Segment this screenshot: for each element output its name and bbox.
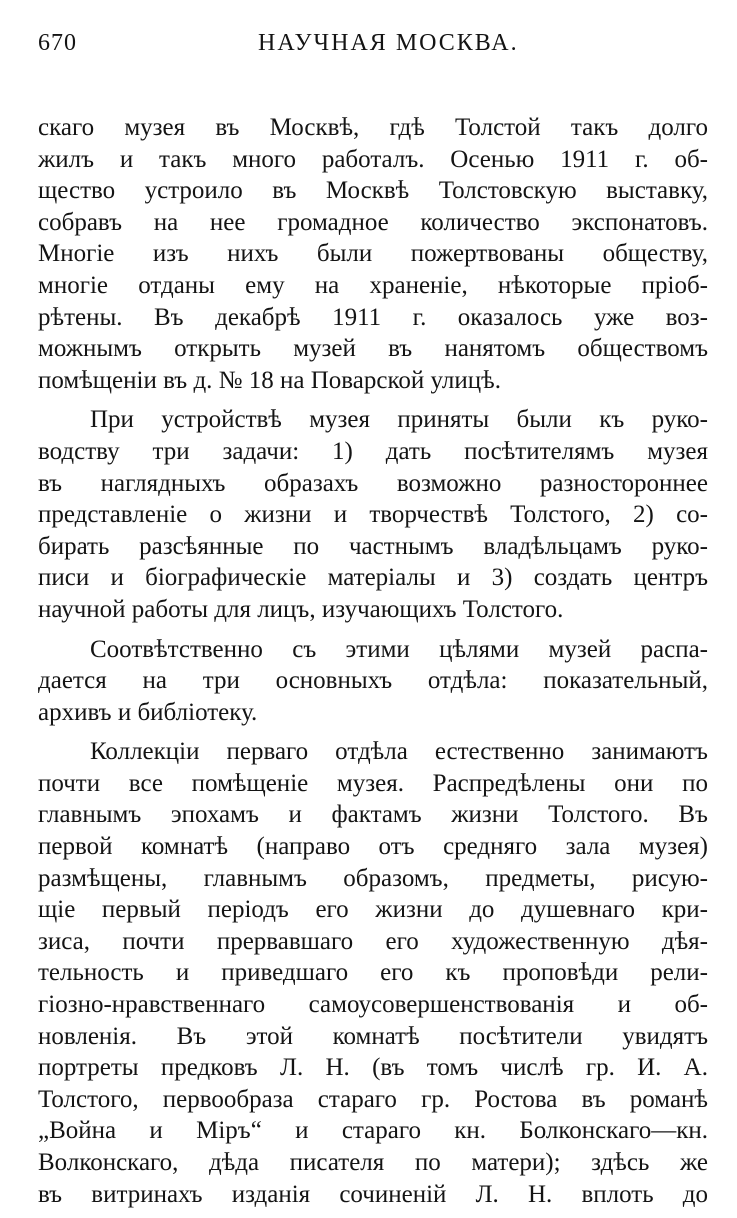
text-line: жилъ и такъ много работалъ. Осенью 1911 г. об- xyxy=(38,145,708,173)
text-line: Многіе изъ нихъ были пожертвованы обществу, xyxy=(38,240,708,268)
text-line: Соотвѣтственно съ этими цѣлями музей распа- xyxy=(90,635,708,663)
text-line: главнымъ эпохамъ и фактамъ жизни Толстого. Въ xyxy=(38,801,708,829)
text-line: писи и біографическіе матеріалы и 3) создать центръ xyxy=(38,564,708,592)
text-line: щіе первый періодъ его жизни до душевнаго кри- xyxy=(38,896,708,924)
text-line: Волконскаго, дѣда писателя по матери); здѣсь же xyxy=(38,1149,708,1176)
text-line: въ наглядныхъ образахъ возможно разностороннее xyxy=(38,469,708,497)
text-line: новленія. Въ этой комнатѣ посѣтители увидятъ xyxy=(38,1022,708,1050)
page-header xyxy=(38,30,708,66)
body-text xyxy=(38,112,708,1210)
text-line: щество устроило въ Москвѣ Толстовскую выставку, xyxy=(38,177,708,205)
text-line: представленіе о жизни и творчествѣ Толстого, 2) со- xyxy=(38,501,708,529)
text-line: можнымъ открыть музей въ нанятомъ обществомъ xyxy=(38,335,708,363)
book-page xyxy=(38,30,708,1218)
text-line: зиса, почти прервавшаго его художественную дѣя- xyxy=(38,927,708,955)
text-line: размѣщены, главнымъ образомъ, предметы, рисую- xyxy=(38,864,708,892)
text-line: При устройствѣ музея приняты были къ руко- xyxy=(90,406,708,434)
text-line: гіозно-нравственнаго самоусовершенствованія и об- xyxy=(38,991,708,1019)
text-line: бирать разсѣянные по частнымъ владѣльцамъ руко- xyxy=(38,532,708,560)
text-line: портреты предковъ Л. Н. (въ томъ числѣ гр. И. А. xyxy=(38,1054,708,1082)
paragraph xyxy=(38,634,708,729)
text-line: архивъ и библіотеку. xyxy=(38,698,258,726)
text-line: скаго музея въ Москвѣ, гдѣ Толстой такъ долго xyxy=(38,114,708,141)
text-line: многіе отданы ему на храненіе, нѣкоторые пріоб- xyxy=(38,271,708,299)
text-line: водству три задачи: 1) дать посѣтителямъ музея xyxy=(38,437,708,465)
text-line: собравъ на нее громадное количество экспонатовъ. xyxy=(38,208,708,236)
text-line: помѣщеніи въ д. № 18 на Поварской улицѣ. xyxy=(38,366,501,394)
text-line: почти все помѣщеніе музея. Распредѣлены они по xyxy=(38,769,708,797)
text-line: Коллекціи перваго отдѣла естественно занимаютъ xyxy=(90,738,708,766)
text-line: научной работы для лицъ, изучающихъ Толстого. xyxy=(38,595,564,623)
text-line: Толстого, первообраза стараго гр. Ростова въ романѣ xyxy=(38,1085,708,1113)
text-line: тельность и приведшаго его къ проповѣди рели- xyxy=(38,959,708,987)
paragraph xyxy=(38,404,708,625)
paragraph xyxy=(38,736,708,1210)
paragraph xyxy=(38,112,708,396)
text-line: „Война и Міръ“ и стараго кн. Болконскаго—кн. xyxy=(38,1117,708,1145)
running-title: НАУЧНАЯ МОСКВА. xyxy=(258,30,519,56)
page-number: 670 xyxy=(38,30,77,56)
text-line: рѣтены. Въ декабрѣ 1911 г. оказалось уже воз- xyxy=(38,303,708,331)
text-line: въ витринахъ изданія сочиненій Л. Н. вплоть до xyxy=(38,1180,708,1208)
text-line: дается на три основныхъ отдѣла: показательный, xyxy=(38,667,708,695)
text-line: первой комнатѣ (направо отъ средняго зала музея) xyxy=(38,833,708,861)
